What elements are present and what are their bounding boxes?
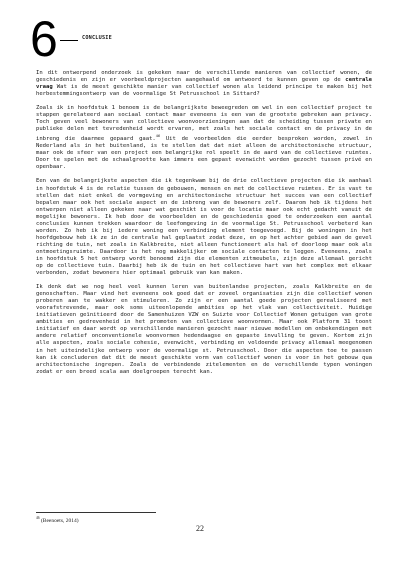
footnote-reference[interactable]: 46 [155, 134, 161, 139]
paragraph-2: Een van de belangrijkste aspecten die ik tegenkwam bij de drie collectieve projecten die ik aanhaal in hoofdstuk 4 is de relatie tussen de gebouwen, mensen en met de collectieve ruimtes. Er is vast te stellen dat niet enkel de vormgeving en architectonische structuur het succes van een collectief bepalen maar ook het sociale aspect en de inbreng van de bewoners zelf. Daarom heb ik tijdens het ontwerpen niet alleen gekeken naar wat geschikt is voor de locatie maar ook echt gedacht vanuit de mogelijke bewoners. Ik heb door de voorbeelden en de geschiedenis goed te onderzoeken een aantal conclusies kunnen trekken waardoor de leefomgeving in de voormalige St. Petrusschool verbeterd kan worden. Zo heb ik bij iedere woning een verbinding element toegevoegd. Bij de woningen in het hoofdgebouw heb ik ze in de centrale hal geplaatst zodat deze, en op het achter gebied aan de gevel richting de tuin, net zoals in Kalkbreite, niet alleen functioneert als hal of doorloop maar ook als ontmoetingsruimte. Daardoor is het nog makkelijker om sociale contacten te leggen. Eveneens, zoals in hoofdstuk 5 het ontwerp wordt benoemd zijn die elementen zitmeubels, zijn deze allemaal gericht op de collectieve tuin. Daarbij heb ik de tuin en het collectieve hart van het complex met elkaar verbonden, zodat bewoners hier optimaal gebruik van kan maken. [36, 178, 372, 277]
page-number: 22 [196, 524, 204, 533]
footnote-text: (Beenoets, 2014) [40, 517, 79, 524]
paragraph-1-text-1: Zoals ik in hoofdstuk 1 benoem is de belangrijkste beweegreden om wel in een collectief project te stappen gerelateerd aan sociaal contact maar eveneens is een van de grootste gebreken aan privacy. Toch geven veel bewoners van collectieve woonvoorzieningen aan dat de scheiding tussen private en publieke delen met tevredenheid wordt ervaren, met zoals het sociale contact en de privacy in de inbreng die daarmee gepaard gaat. [36, 105, 372, 143]
intro-text-2: Wat is de meest geschikte manier van collectief wonen als leidend principe te maken bij het herbestemmingsontwerp van de voormalige St Petrusschool in Sittard? [36, 84, 372, 98]
paragraph-1 [36, 105, 372, 171]
intro-paragraph [36, 70, 372, 98]
body-text [36, 70, 372, 383]
intro-text-1: In dit ontwerpend onderzoek is gekeken naar de verschillende manieren van collectief wonen, de geschiedenis en zijn er voorbeeldprojecten aangehaald om antwoord te kunnen geven op de [36, 70, 372, 84]
paragraph-3: Ik denk dat we nog heel veel kunnen leren van buitenlandse projecten, zoals Kalkbreite en de genoschaften. Maar vind het eveneens ook goed dat er zoveel organisaties zijn die collectief wonen proberen aan te wakker en stimuleren. Zo zijn er een aantal goede projecten gerealiseerd met voorafstrevende, maar ook soms uiteenlopende ambities op het vlak van collectiviteit. Huidige initiatieven geïnitieerd door de Samenhuizen VZW en Suizte voor Collectief Wonen getuigen van grote ambities en gedrevenheid in het promoten van collectieve woonvormen. Maar ook Platform 31 toont initiatief en daar wordt op verschillende manieren gezocht naar nieuwe modellen om onbekendingen met andere relatief onconventionele woonvormen hedendaagse en gepaste invulling te geven. Kortom zijn alle aspecten, zoals sociale cohesie, evenwicht, verbinding en voldoende privacy allemaal meegenomen in het uiteindelijke ontwerp voor de voormalige st. Petrusschool. Door die aspecten toe te passen kan ik concluderen dat dit de meest geschikte vorm van collectief wonen is voor in het gebouw qua architectonische ingrepen. Zoals de verbindende zitelementen en de verschillende typen woningen zodat er een breed scala aan doelgroepen terecht kan. [36, 284, 372, 375]
chapter-divider [60, 40, 78, 41]
footnote-number: 46 [36, 516, 40, 520]
footnote-divider [36, 512, 156, 513]
chapter-title: CONCLUSIE [82, 35, 112, 41]
paragraph-1-text-2: Uit de voorbeelden die eerder besproken worden, zowel in Nederland als in het buitenland, is te stellen dat dat niet alleen de architectonische structuur, maar ook de sfeer van een project een belangrijke rol speelt in de aard van de collectieve ruimtes. Door te spelen met de schaalgrootte kan immers een gepast evenwicht worden gezocht tussen privé en openbaar. [36, 136, 372, 171]
chapter-number: 6 [30, 11, 58, 67]
footnote [36, 516, 79, 524]
central-question-label: centrale vraag [36, 77, 372, 91]
